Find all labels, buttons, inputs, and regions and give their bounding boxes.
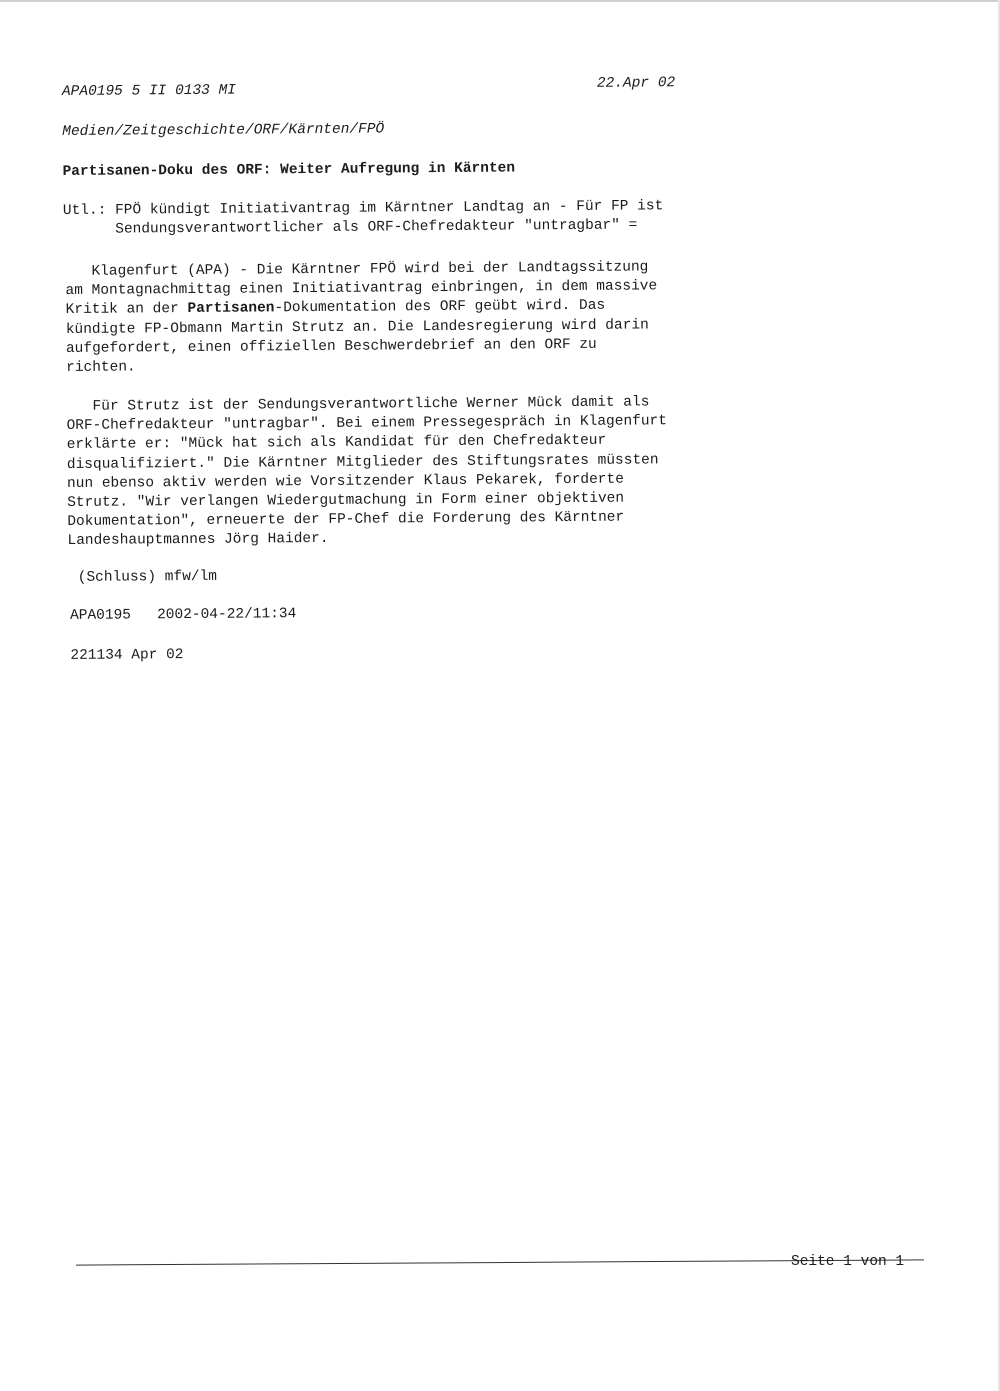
paragraph-1-keyword: Partisanen: [187, 300, 275, 318]
header-id-line: APA0195 5 II 0133 MI: [61, 82, 237, 100]
category-path: Medien/Zeitgeschichte/ORF/Kärnten/FPÖ: [62, 121, 385, 140]
header-date: 22.Apr 02: [596, 75, 676, 92]
subtitle: Utl.: FPÖ kündigt Initiativantrag im Kärntner Landtag an - Für FP ist Sendungsverantwortlicher als ORF-Chefredakteur "untragbar" =: [62, 198, 664, 238]
paragraph-1-text-a: Klagenfurt (APA) - Die Kärntner FPÖ wird bei der Landtagssitzung am Montagnachmittag einen Initiativantrag einbringen, in dem massive Kritik an der: [65, 259, 658, 319]
closing-signature: (Schluss) mfw/lm: [77, 568, 218, 586]
paragraph-1: [65, 258, 658, 378]
page-number: Seite 1 von 1: [791, 1254, 905, 1270]
paragraph-2: Für Strutz ist der Sendungsverantwortliche Werner Mück damit als ORF-Chefredakteur "untragbar". Bei einem Pressegespräch in Klagenfurt erklärte er: "Mück hat sich als Kandidat für den Chefredakteur disqualifiziert." Die Kärntner Mitglieder des Stiftungsrates müssten nun ebenso aktiv werden wie Vorsitzender Klaus Pekarek, forderte Strutz. "Wir verlangen Wiedergutmachung in Form einer objektiven Dokumentation", erneuerte der FP-Chef die Forderung des Kärntner Landeshauptmannes Jörg Haider.: [66, 394, 668, 550]
time-code-line: 221134 Apr 02: [70, 647, 184, 664]
headline: Partisanen-Doku des ORF: Weiter Aufregung in Kärnten: [62, 160, 516, 180]
apa-timestamp-line: APA0195 2002-04-22/11:34: [69, 606, 297, 624]
paragraph-1-text-b: -Dokumentation des ORF geübt wird. Das kündigte FP-Obmann Martin Strutz an. Die Landesregierung wird darin aufgefordert, einen offiziellen Beschwerdebrief an den ORF zu richten.: [65, 298, 649, 376]
